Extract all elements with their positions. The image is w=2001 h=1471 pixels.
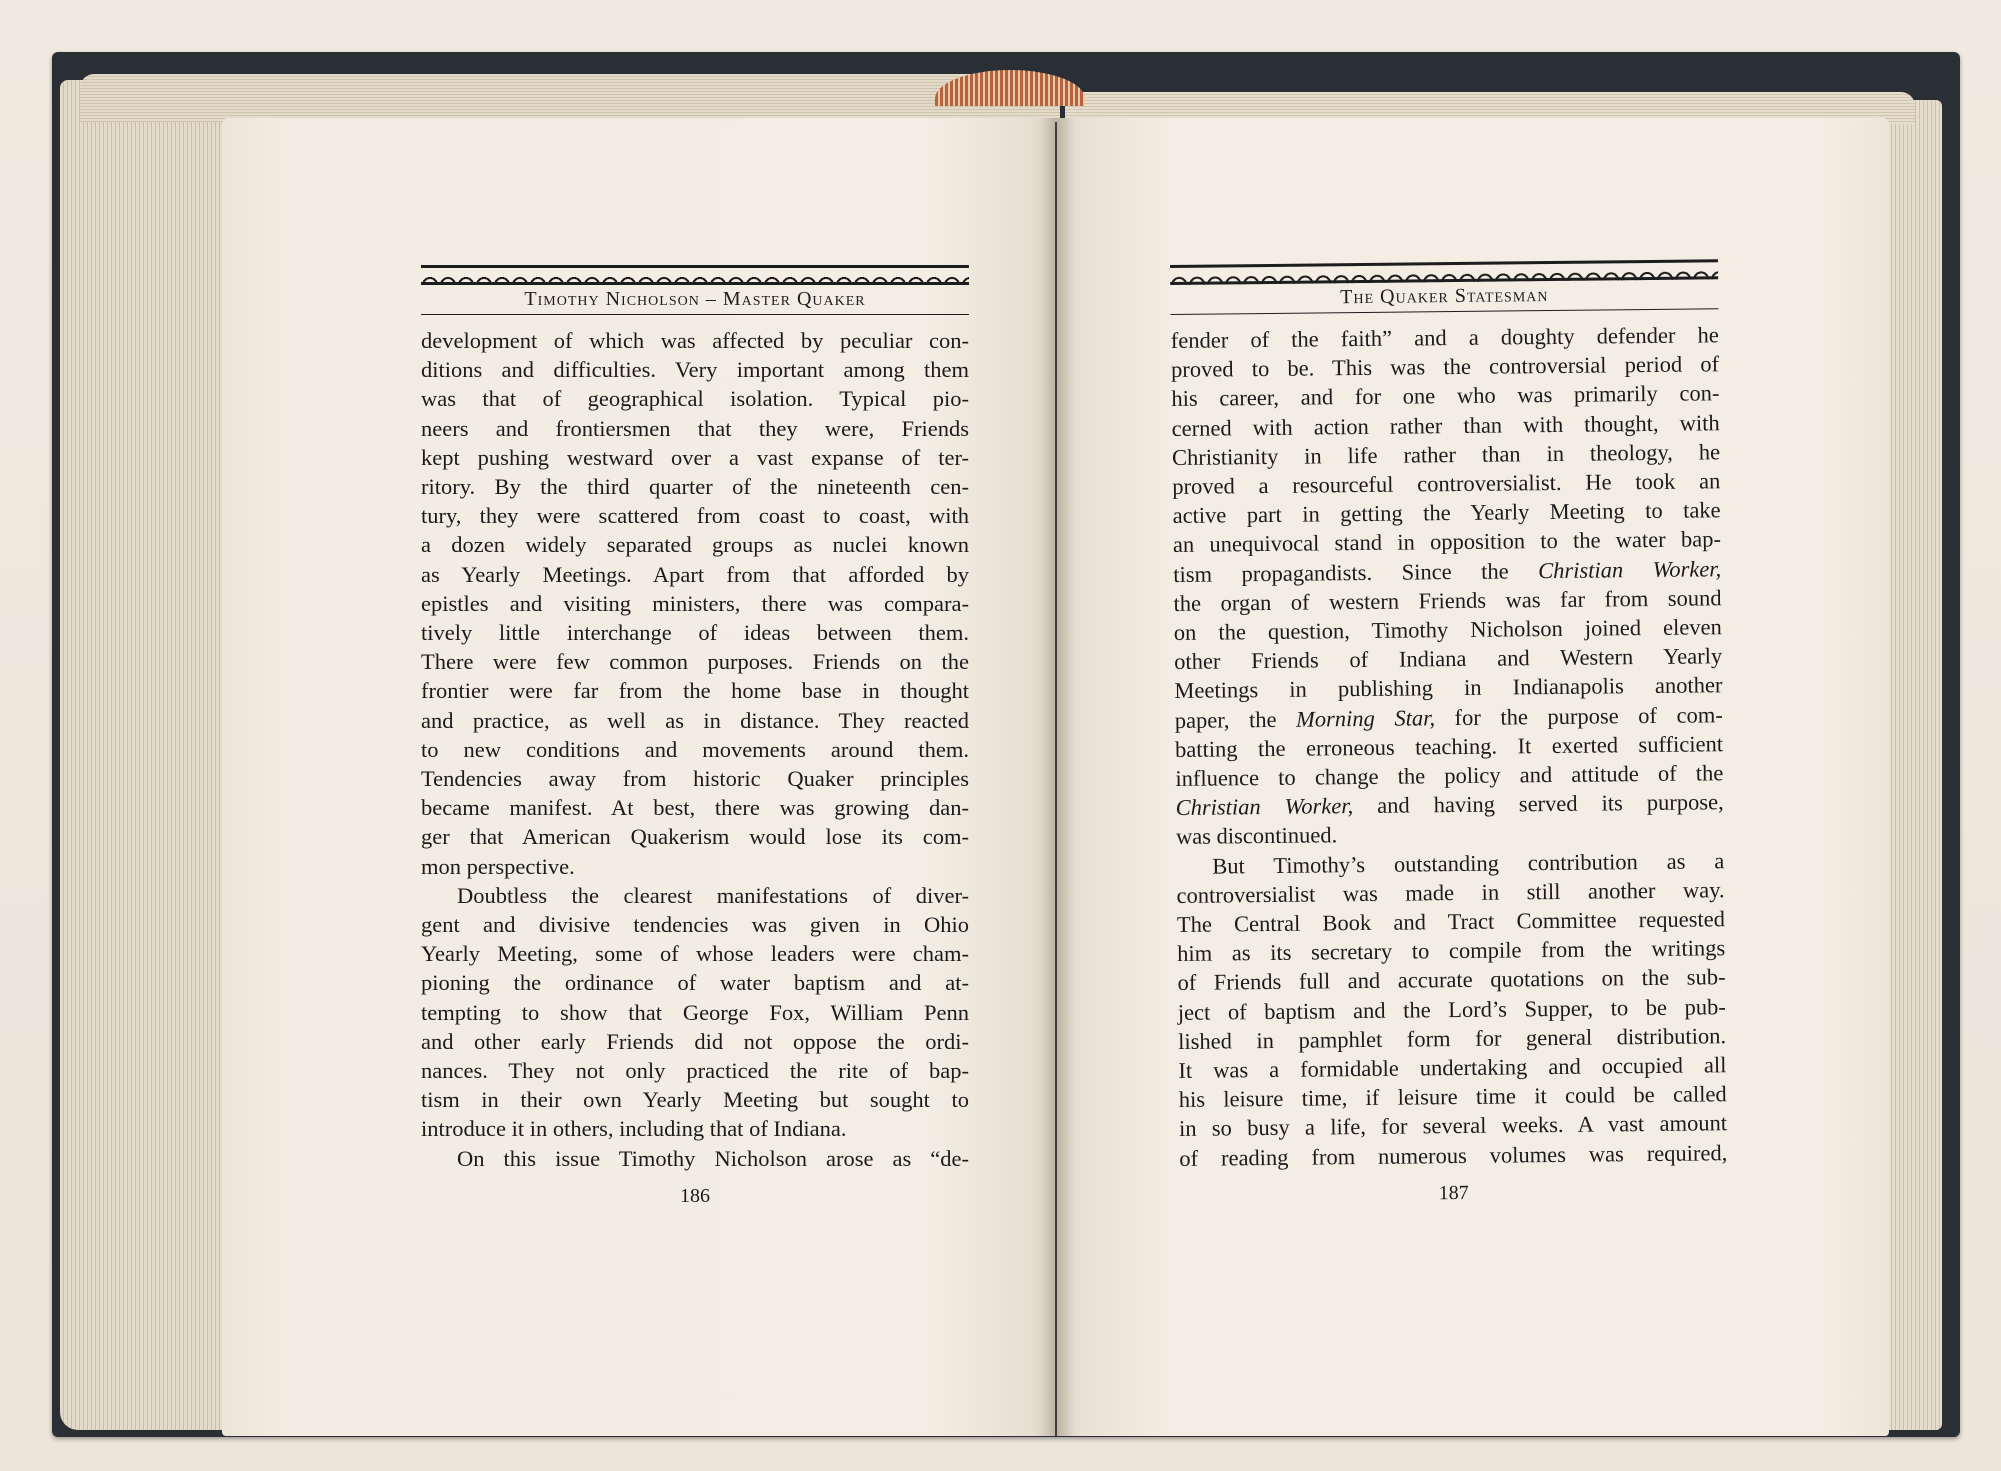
text-line: epistles and visiting ministers, there was compara- — [421, 590, 969, 616]
text-line: to new conditions and movements around them. — [421, 736, 969, 762]
text-line: tism in their own Yearly Meeting but sought to — [421, 1087, 969, 1113]
text-line: It was a formidable undertaking and occupied all — [1178, 1052, 1727, 1084]
text-line: ditions and difficulties. Very important among them — [421, 357, 969, 383]
text-line: tively little interchange of ideas between them. — [421, 620, 969, 646]
text-line: cerned with action rather than with thought, with — [1171, 409, 1720, 441]
text-line: Christianity in life rather than in theology, he — [1171, 439, 1721, 470]
text-line: a dozen widely separated groups as nuclei known — [421, 532, 969, 558]
text-line: kept pushing westward over a vast expanse of ter- — [421, 444, 969, 470]
text-line: mon perspective. — [421, 853, 575, 879]
text-line: batting the erroneous teaching. It exerted sufficient — [1174, 731, 1724, 762]
text-line: Doubtless the clearest manifestations of diver- — [457, 882, 969, 908]
text-line: of Friends full and accurate quotations on the sub- — [1177, 964, 1726, 996]
text-line: became manifest. At best, there was growing dan- — [421, 795, 969, 821]
text-line: nances. They not only practiced the rite of bap- — [421, 1058, 969, 1084]
text-line: There were few common purposes. Friends on the — [421, 649, 969, 675]
text-line: On this issue Timothy Nicholson arose as “de- — [457, 1145, 969, 1171]
text-line: gent and divisive tendencies was given in Ohio — [421, 912, 969, 938]
right-body-text — [1171, 320, 1728, 1173]
text-line: The Central Book and Tract Committee requested — [1176, 906, 1726, 938]
text-line: Yearly Meeting, some of whose leaders were cham- — [421, 941, 969, 967]
text-line: tism propagandists. Since the Christian Worker, — [1173, 555, 1722, 587]
left-page-edges — [60, 80, 235, 1430]
text-line: Christian Worker, and having served its purpose, — [1175, 789, 1724, 821]
text-line: Tendencies away from historic Quaker principles — [421, 766, 969, 792]
italic-title: Morning Star, — [1295, 704, 1436, 732]
running-head-right: The Quaker Statesman — [1170, 279, 1718, 315]
right-page-edges — [1880, 100, 1942, 1430]
italic-title: Christian Worker, — [1175, 793, 1354, 821]
italic-title: Christian Worker, — [1537, 555, 1722, 583]
text-line: on the question, Timothy Nicholson joined eleven — [1173, 614, 1722, 646]
text-line: lished in pamphlet form for general distribution. — [1177, 1023, 1727, 1054]
header-ornament — [421, 265, 969, 285]
text-line: development of which was affected by peculiar con- — [421, 328, 969, 353]
text-line: paper, the Morning Star, for the purpose of com- — [1174, 701, 1723, 733]
text-line: tempting to show that George Fox, William Penn — [421, 999, 969, 1025]
gutter-shadow — [1040, 118, 1074, 1436]
right-page-text — [1170, 259, 1728, 1208]
text-line: controversialist was made in still another way. — [1176, 877, 1725, 908]
text-line: introduce it in others, including that of Indiana. — [421, 1116, 847, 1142]
text-line: was that of geographical isolation. Typical pio- — [421, 386, 969, 412]
text-line: frontier were far from the home base in thought — [421, 678, 969, 704]
text-line: neers and frontiersmen that they were, Friends — [421, 415, 969, 441]
text-line: active part in getting the Yearly Meeting to take — [1172, 497, 1721, 529]
text-line: and practice, as well as in distance. They reacted — [421, 707, 969, 733]
text-line: the organ of western Friends was far from sound — [1173, 585, 1722, 616]
text-line: proved a resourceful controversialist. He took an — [1172, 468, 1721, 500]
text-line: tury, they were scattered from coast to coast, with — [421, 503, 969, 529]
left-top-edges — [80, 74, 1060, 122]
page-number-left: 186 — [680, 1184, 710, 1207]
text-line: his career, and for one who was primarily con- — [1171, 380, 1720, 412]
left-page-text — [421, 265, 969, 1208]
text-line: his leisure time, if leisure time it could be called — [1178, 1081, 1727, 1113]
text-line: But Timothy’s outstanding contribution as a — [1212, 847, 1725, 879]
running-head-left: Timothy Nicholson – Master Quaker — [421, 285, 969, 315]
text-line: was discontinued. — [1175, 822, 1338, 850]
text-line: proved to be. This was the controversial period of — [1170, 351, 1720, 383]
text-line: an unequivocal stand in opposition to the water bap- — [1172, 526, 1722, 558]
text-line: fender of the faith” and a doughty defender he — [1170, 322, 1719, 353]
text-line: Meetings in publishing in Indianapolis another — [1174, 672, 1723, 704]
text-line: and other early Friends did not oppose the ordi- — [421, 1028, 969, 1054]
text-line: other Friends of Indiana and Western Yearly — [1174, 643, 1723, 675]
text-line: influence to change the policy and attitude of the — [1175, 760, 1724, 792]
text-line: ritory. By the third quarter of the nineteenth cen- — [421, 474, 969, 500]
text-line: of reading from numerous volumes was required, — [1179, 1139, 1728, 1171]
text-line: in so busy a life, for several weeks. A vast amount — [1178, 1110, 1728, 1142]
text-line: ger that American Quakerism would lose its com- — [421, 824, 969, 850]
text-line: him as its secretary to compile from the writings — [1177, 935, 1726, 967]
text-line: as Yearly Meetings. Apart from that afforded by — [421, 561, 969, 587]
page-number-right: 187 — [1438, 1181, 1469, 1205]
text-line: pioning the ordinance of water baptism and at- — [421, 970, 969, 996]
text-line: ject of baptism and the Lord’s Supper, to be pub- — [1177, 993, 1726, 1025]
left-body-text — [421, 326, 969, 1173]
